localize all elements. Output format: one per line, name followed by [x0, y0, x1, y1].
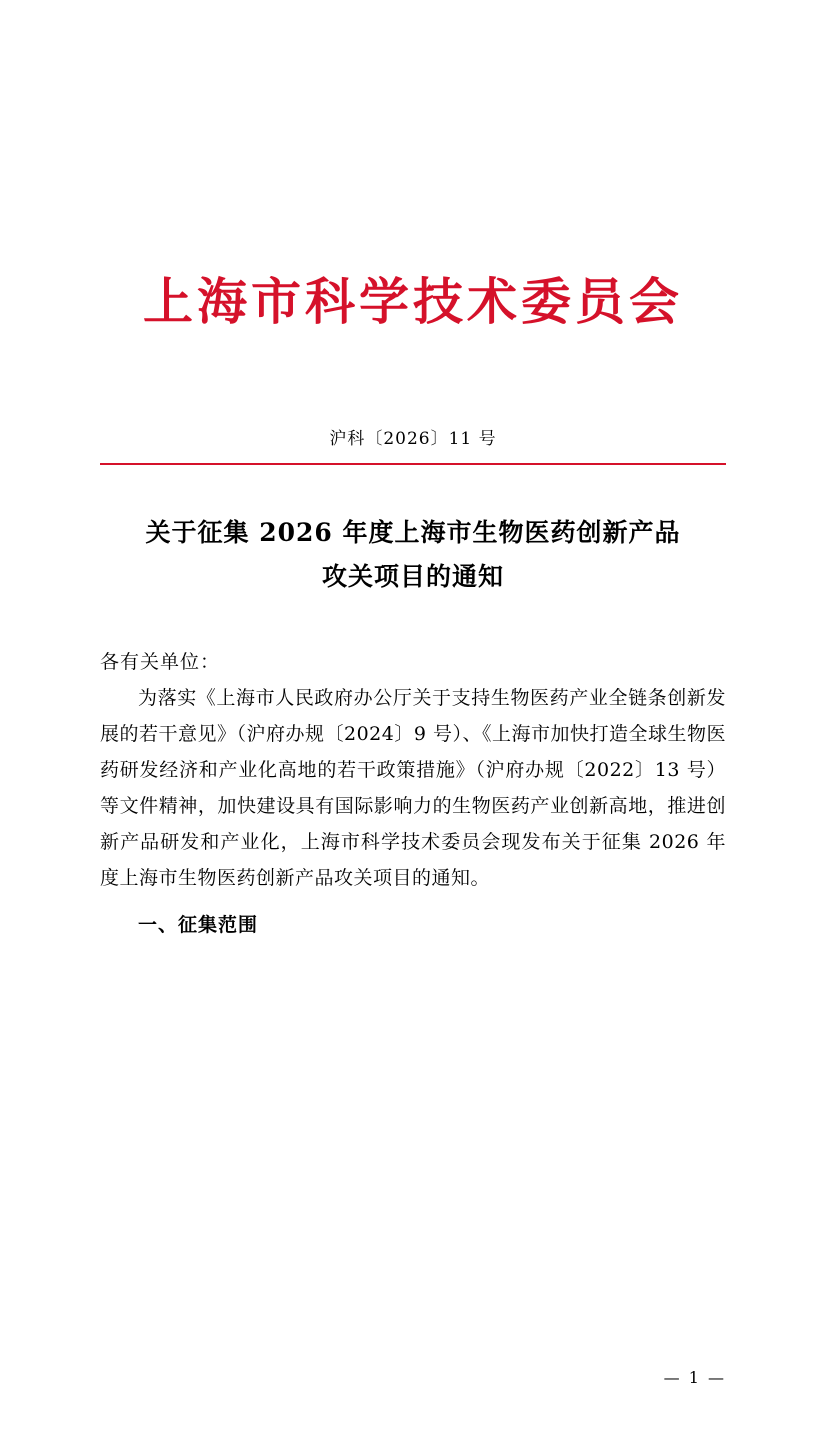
letterhead-title: 上海市科学技术委员会 — [143, 272, 683, 331]
section-heading-scope: 一、征集范围 — [138, 914, 259, 937]
document-number: 沪科〔2026〕11 号 — [329, 429, 497, 449]
salutation: 各有关单位： — [100, 650, 221, 673]
page-title — [100, 511, 726, 599]
body-paragraph: 为落实《上海市人民政府办公厅关于支持生物医药产业全链条创新发展的若干意见》（沪府办规〔2024〕9 号）、《上海市加快打造全球生物医药研发经济和产业化高地的若干政策措施》（沪府办规〔2022〕13 号）等文件精神，加快建设具有国际影响力的生物医药产业创新高地，推进创新产品研发和产业化，上海市科学技术委员会现发布关于征集 2026 年度上海市生物医药创新产品攻关项目的通知。 — [100, 686, 726, 889]
document-page — [0, 272, 826, 1441]
page-title-line-1: 关于征集 2026 年度上海市生物医药创新产品 — [145, 518, 681, 547]
page-title-line-2: 攻关项目的通知 — [321, 561, 504, 591]
page-number: — 1 — — [663, 1368, 726, 1387]
red-divider-rule — [100, 463, 726, 465]
